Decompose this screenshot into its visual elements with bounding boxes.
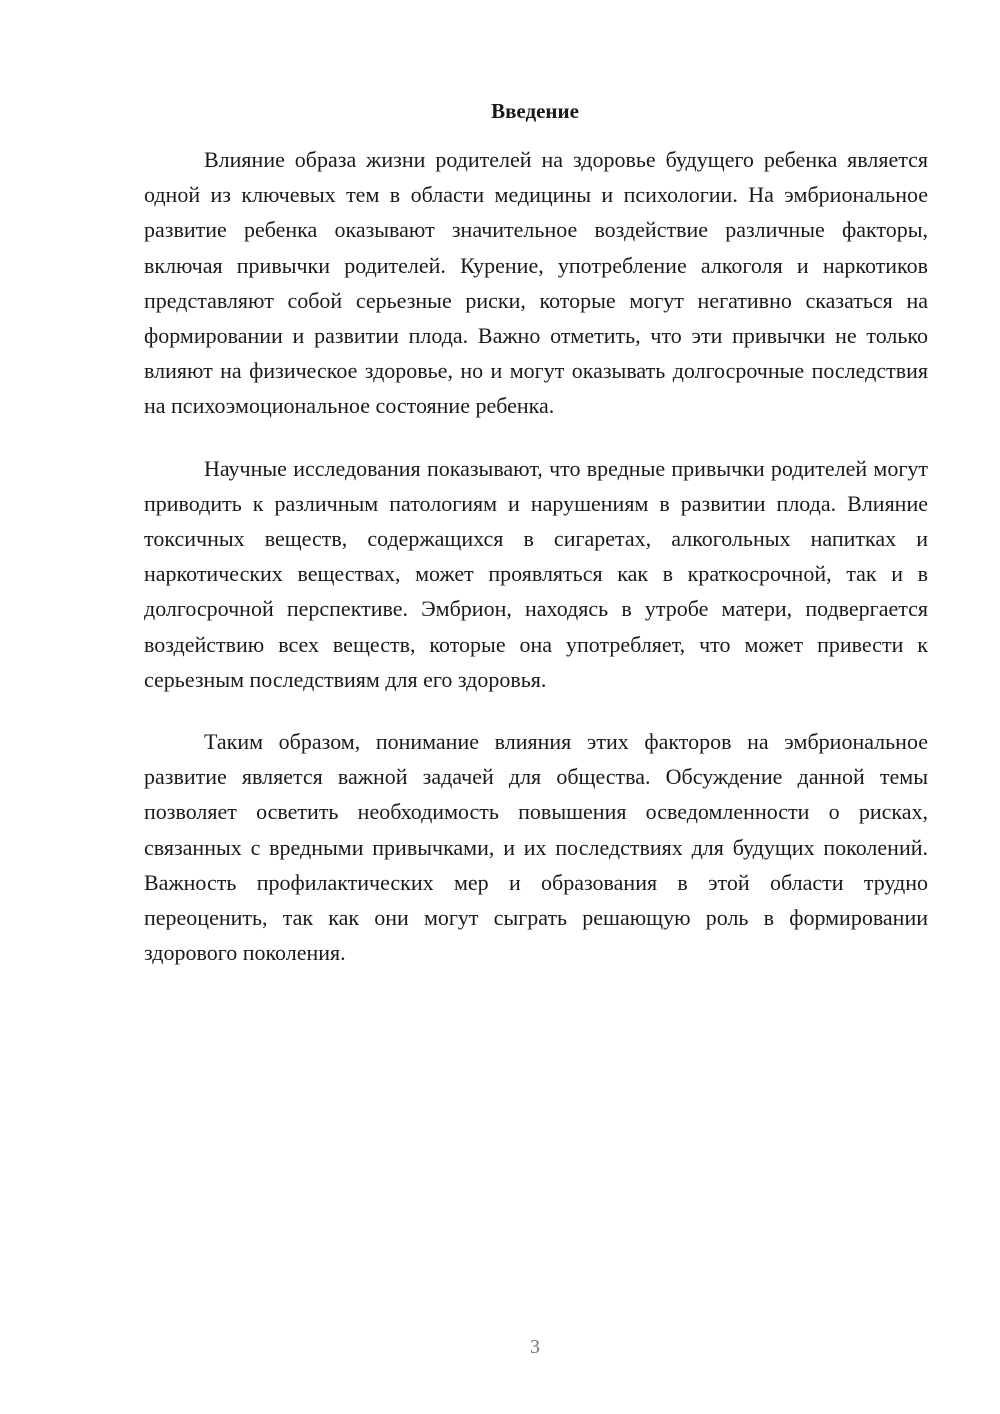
document-body [144, 142, 928, 970]
page-number: 3 [530, 1336, 540, 1358]
paragraph-2: Научные исследования показывают, что вредные привычки родителей могут приводить к различным патологиям и нарушениям в развитии плода. Влияние токсичных веществ, содержащихся в сигаретах, алкогольных напитках и наркотических веществах, может проявляться как в краткосрочной, так и в долгосрочной перспективе. Эмбрион, находясь в утробе матери, подвергается воздействию всех веществ, которые она употребляет, что может привести к серьезным последствиям для его здоровья. [144, 455, 928, 692]
paragraph-1: Влияние образа жизни родителей на здоровье будущего ребенка является одной из ключевых тем в области медицины и психологии. На эмбриональное развитие ребенка оказывают значительное воздействие различные факторы, включая привычки родителей. Курение, употребление алкоголя и наркотиков представляют собой серьезные риски, которые могут негативно сказаться на формировании и развитии плода. Важно отметить, что эти привычки не только влияют на физическое здоровье, но и могут оказывать долгосрочные последствия на психоэмоциональное состояние ребенка. [144, 147, 928, 419]
page-title: Введение [491, 99, 579, 123]
paragraph-3: Таким образом, понимание влияния этих факторов на эмбриональное развитие является важной задачей для общества. Обсуждение данной темы позволяет осветить необходимость повышения осведомленности о рисках, связанных с вредными привычками, и их последствиях для будущих поколений. Важность профилактических мер и образования в этой области трудно переоценить, так как они могут сыграть решающую роль в формировании здорового поколения. [144, 729, 928, 966]
